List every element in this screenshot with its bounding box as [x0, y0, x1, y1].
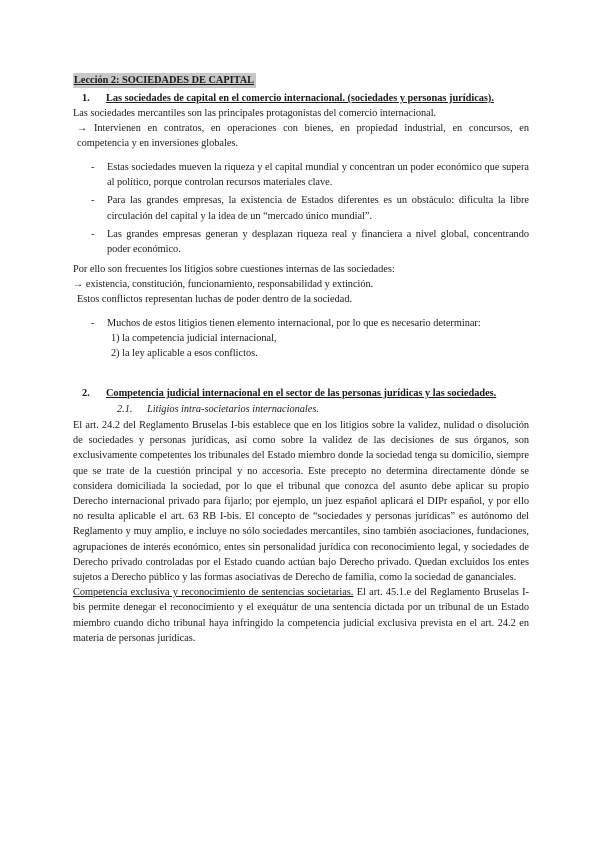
litigios-intro: Por ello son frecuentes los litigios sobre cuestiones internas de las sociedades:: [73, 264, 395, 275]
bullet-item: [73, 227, 529, 257]
litigios-block: [73, 262, 529, 308]
dash-marker: -: [91, 195, 95, 207]
bullet-item: [73, 193, 529, 223]
section-1-heading: [73, 91, 529, 106]
bullet-item: [73, 160, 529, 190]
determine-block: [73, 316, 529, 362]
subsection-2-1-title: Litigios intra-societarios internacionales.: [147, 404, 319, 415]
lesson-title: Lección 2: SOCIEDADES DE CAPITAL: [73, 73, 256, 88]
section-1-arrow-line: → Intervienen en contratos, en operaciones con bienes, en propiedad industrial, en concursos, en competencia y en inversiones globales.: [77, 123, 529, 150]
litigios-note: Estos conflictos representan luchas de poder dentro de la sociedad.: [77, 294, 353, 306]
paragraph-art-24-2: El art. 24.2 del Reglamento Bruselas I-bis establece que en los litigios sobre la validez, nulidad o disolución de sociedades y personas jurídicas, así como sobre la validez de las decisiones de sus órganos, son exclusivamente competentes los tribunales del Estado miembro donde la sociedad tenga su domicilio, siempre que se trate de la cuestión principal y no accesoria. Este precepto no determina directamente dónde se considera domiciliada la sociedad, por lo que el tribunal que conozca del asunto debe aplicar su propio Derecho internacional privado para fijarlo; por ejemplo, un juez español aplicará el DIPr español, y por ello no resulta aplicable el art. 63 RB I-bis. El concepto de “sociedades y personas jurídicas” es autónomo del Reglamento y muy amplio, e incluye no sólo sociedades mercantiles, sino también asociaciones, fundaciones, agrupaciones de interés económico, entes sin personalidad jurídica con reconocimiento legal, y sociedades de Derecho privado controladas por el Estado cuando actúan bajo Derecho privado. Quedan excluidos los entes sujetos a Derecho público y las formas asociativas de Derecho de familia, como la sociedad de gananciales.: [73, 420, 529, 584]
bullet-text: Muchos de estos litigios tienen elemento internacional, por lo que es necesario determinar:: [107, 318, 481, 329]
subsection-2-1-number: 2.1.: [117, 404, 133, 415]
section-2-body: [73, 418, 529, 646]
section-1-bullets: [73, 160, 529, 260]
bullet-text: Las grandes empresas generan y desplazan riqueza real y financiera a nivel global, concentrando poder económico.: [107, 228, 529, 256]
determine-item: 1) la competencia judicial internacional,: [111, 333, 277, 345]
section-1-intro: Las sociedades mercantiles son las principales protagonistas del comercio internacional.: [73, 108, 437, 119]
bullet-text: Para las grandes empresas, la existencia de Estados diferentes es un obstáculo: dificulta la libre circulación del capital y la idea de un “mercado único mundial”.: [107, 195, 529, 222]
dash-marker: -: [91, 318, 95, 329]
section-2-number: 2.: [82, 388, 90, 399]
section-1-number: 1.: [82, 93, 90, 104]
dash-marker: -: [91, 162, 95, 173]
paragraph-recognition: [73, 585, 529, 646]
bullet-item: [73, 316, 529, 331]
section-2-title: Competencia judicial internacional en el sector de las personas jurídicas y las sociedades.: [106, 388, 497, 399]
section-1-title: Las sociedades de capital en el comercio internacional. (sociedades y personas jurídicas).: [106, 93, 494, 104]
paragraph-recognition-body: El art. 45.1.e del Reglamento Bruselas I-bis permite denegar el reconocimiento y el exequátur de una sentencia dictada por un tribunal de un Estado miembro cuando dicho tribunal haya infringido la competencia judicial exclusiva prevista en el art. 24.2 en materia de personas jurídicas.: [73, 587, 529, 644]
litigios-arrow-line: → existencia, constitución, funcionamiento, responsabilidad y extinción.: [73, 279, 374, 291]
section-2-heading: [73, 386, 529, 401]
bullet-text: Estas sociedades mueven la riqueza y el capital mundial y concentran un poder económico que supera al político, porque controlan recursos materiales clave.: [107, 162, 529, 189]
dash-marker: -: [91, 228, 95, 240]
determine-item: 2) la ley aplicable a esos conflictos.: [111, 348, 258, 360]
subsection-2-1-heading: [117, 402, 319, 417]
paragraph-recognition-heading: Competencia exclusiva y reconocimiento de sentencias societarias.: [73, 587, 354, 599]
section-1-intro-block: [73, 106, 529, 152]
